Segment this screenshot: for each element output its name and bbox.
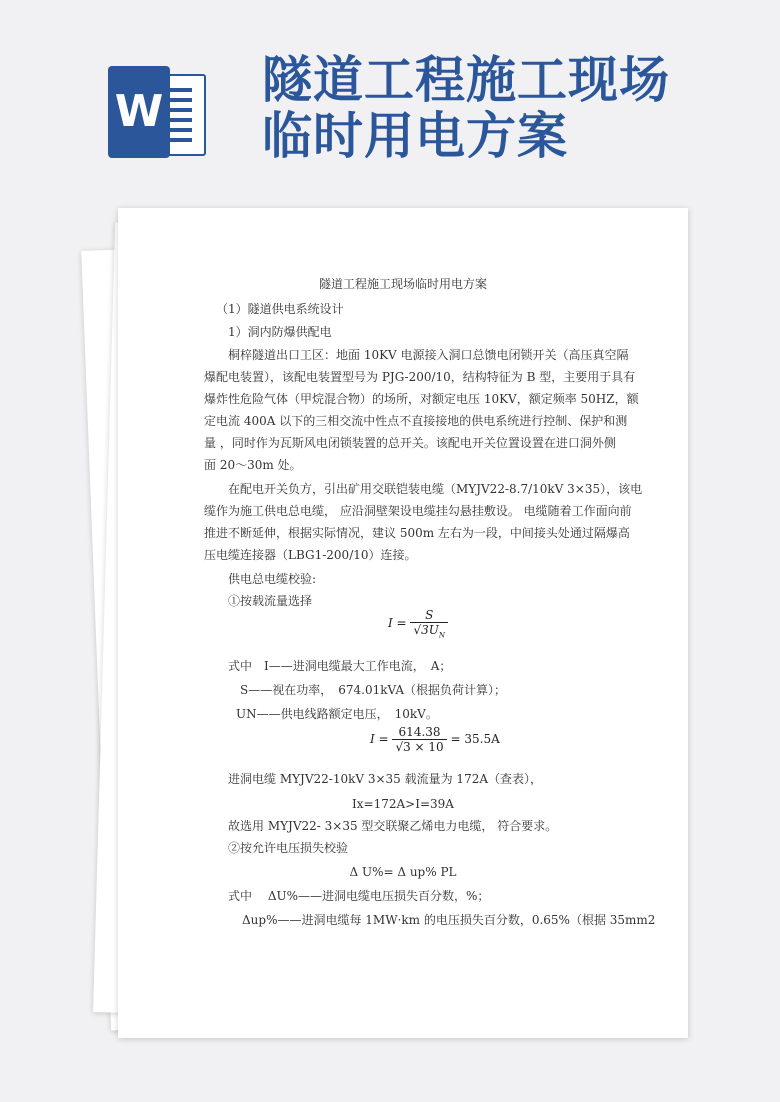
formula-denominator: √3 × 10 (395, 740, 444, 754)
where-line: UN——供电线路额定电压， 10kV。 (236, 707, 438, 721)
paragraph-line: 压电缆连接器（LBG1-200/10）连接。 (204, 548, 417, 562)
where-line: S——视在功率， 674.01kVA（根据负荷计算）； (240, 683, 506, 697)
paragraph-line: 推进不断延伸，根据实际情况，建议 500m 左右为一段，中间接头处通过隔爆高 (204, 526, 630, 540)
doc-title: 隧道工程施工现场临时用电方案 (318, 277, 487, 291)
formula-result: = 35.5A (450, 732, 500, 746)
paragraph-line: 量 ，同时作为瓦斯风电闭锁装置的总开关。该配电开关位置设置在进口洞外侧 (204, 436, 616, 450)
formula-calc (370, 725, 500, 754)
word-w-icon: W (108, 66, 170, 158)
where-line: 式中 I——进洞电缆最大工作电流， A； (228, 659, 452, 673)
paragraph-line: 爆配电装置），该配电装置型号为 PJG-200/10，结构特征为 B 型，主要用于具有 (204, 370, 636, 384)
document-page (118, 208, 688, 1038)
check-item-1: ①按载流量选择 (228, 594, 313, 608)
formula-voltage-loss: Δ U%= Δ up% PL (349, 865, 457, 879)
ix-line: Ix=172A>I=39A (352, 797, 454, 811)
paragraph-line: 定电流 400A 以下的三相交流中性点不直接接地的供电系统进行控制、保护和测 (204, 414, 628, 428)
paragraph-line: 缆作为施工供电总电缆， 应沿洞壁架设电缆挂勾悬挂敷设。 电缆随着工作面向前 (204, 504, 632, 518)
hero-title-line1: 隧道工程施工现场 (262, 51, 670, 109)
word-logo (108, 66, 208, 158)
cable-line: 进洞电缆 MYJV22-10kV 3×35 载流量为 172A（查表）， (228, 772, 543, 786)
where-line: Δup%——进洞电缆每 1MW·km 的电压损失百分数，0.65%（根据 35mm2 (242, 913, 656, 927)
where-line: 式中 ΔU%——进洞电缆电压损失百分数，%； (228, 889, 490, 903)
formula-numerator: 614.38 (392, 725, 446, 740)
section-heading: （1）隧道供电系统设计 (216, 302, 344, 316)
formula-current (388, 608, 448, 639)
check-item-2: ②按允许电压损失校验 (228, 841, 349, 855)
choose-line: 故选用 MYJV22- 3×35 型交联聚乙烯电力电缆， 符合要求。 (228, 819, 558, 833)
formula-denominator: √3U (413, 623, 439, 637)
paragraph-line: 爆炸性危险气体（甲烷混合物）的场所，对额定电压 10KV，额定频率 50HZ，额 (204, 392, 639, 406)
hero-title-line2: 临时用电方案 (262, 107, 568, 165)
paragraph-line: 桐梓隧道出口工区：地面 10KV 电源接入洞口总馈电闭锁开关（高压真空隔 (228, 348, 629, 362)
formula-fraction (392, 725, 446, 754)
check-heading: 供电总电缆校验: (228, 572, 317, 586)
sub-heading: 1）洞内防爆供配电 (228, 325, 332, 339)
formula-subscript: N (438, 631, 445, 640)
hero-title (262, 52, 762, 164)
paragraph-line: 面 20～30m 处。 (204, 458, 302, 472)
paragraph-line: 在配电开关负方，引出矿用交联铠装电缆（MYJV22-8.7/10kV 3×35），该电 (228, 482, 643, 496)
formula-fraction (410, 608, 448, 639)
formula-numerator: S (410, 608, 448, 623)
formula-lhs: I = (388, 616, 407, 631)
formula-lhs: I = (370, 732, 389, 746)
